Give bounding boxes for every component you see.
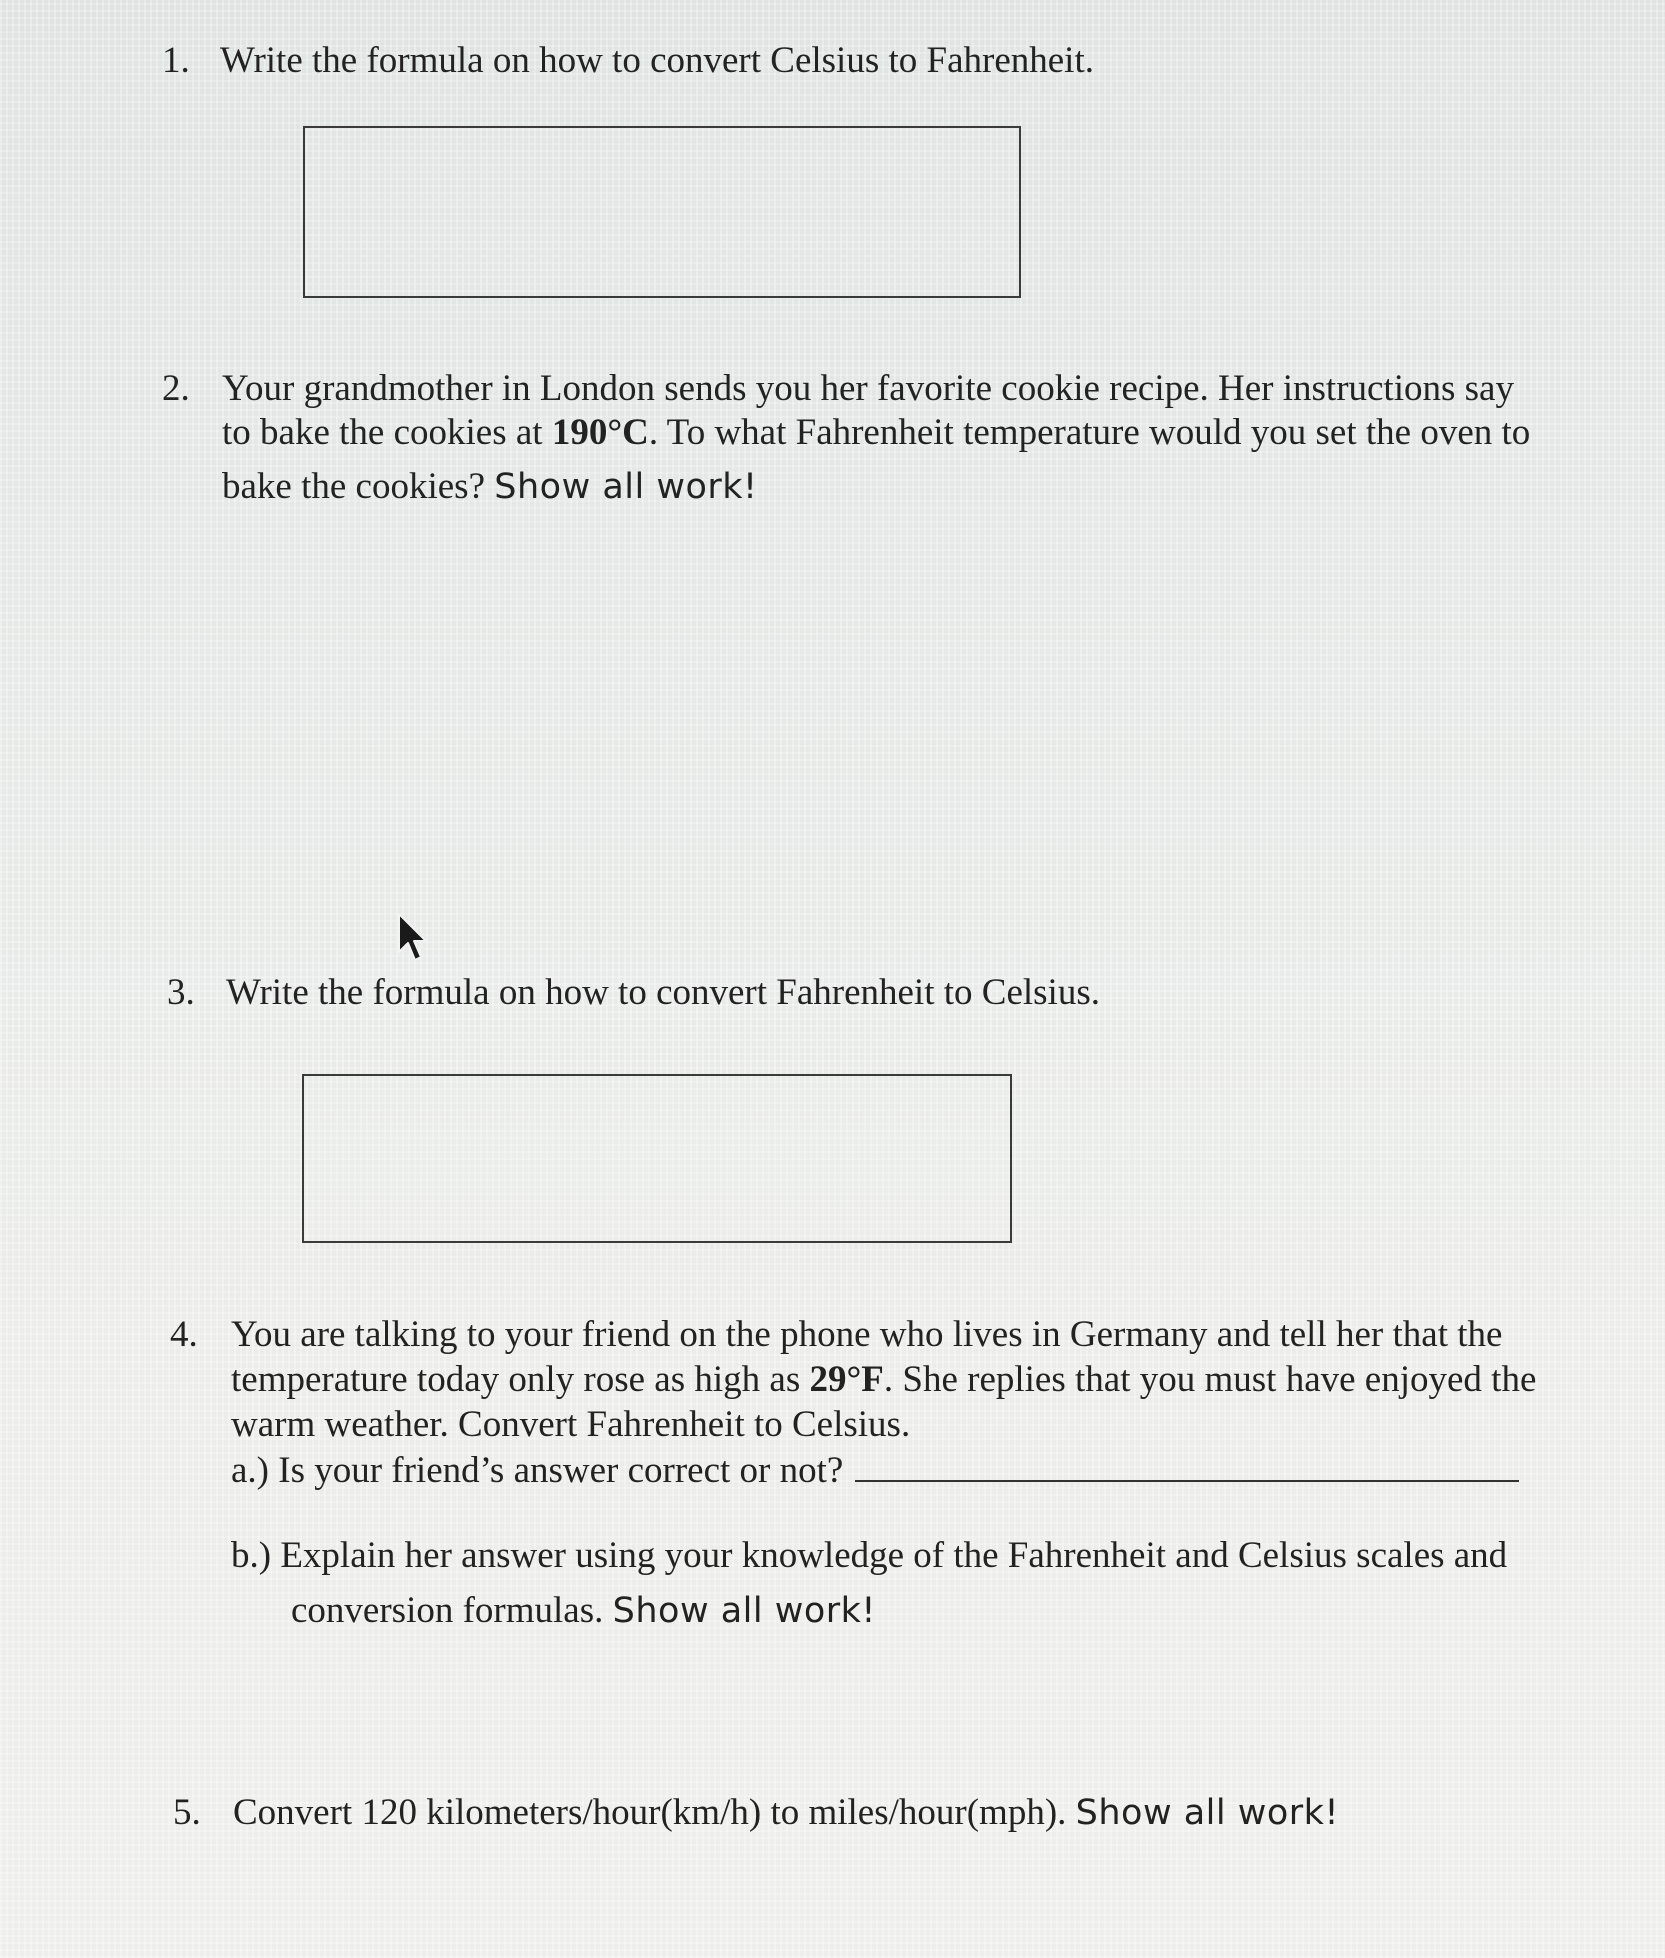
question-4-temperature: 29°F — [809, 1359, 884, 1400]
answer-line-4a[interactable] — [855, 1444, 1519, 1482]
answer-box-3[interactable] — [302, 1074, 1012, 1243]
question-5-show-work: Show all work! — [1075, 1793, 1339, 1833]
answer-box-1[interactable] — [303, 126, 1021, 298]
mouse-pointer-icon — [395, 912, 429, 964]
question-4b-line-2 — [291, 1588, 876, 1634]
question-2-line-2 — [222, 410, 1530, 455]
question-2-show-work: Show all work! — [494, 467, 758, 507]
question-2-number: 2. — [162, 368, 190, 409]
question-4a-text: Is your friend’s answer correct or not? — [278, 1450, 844, 1491]
question-3-number: 3. — [167, 972, 195, 1013]
question-2-line-2-end: . To what Fahrenheit temperature would you set the oven to — [648, 412, 1531, 453]
question-4-line-2-start: temperature today only rose as high as — [231, 1359, 810, 1400]
question-4b-line-1: Explain her answer using your knowledge of the Fahrenheit and Celsius scales and — [280, 1535, 1508, 1576]
question-2-line-2-start: to bake the cookies at — [222, 412, 552, 453]
question-4b-line-2-text: conversion formulas. — [291, 1590, 613, 1631]
question-2-temperature: 190°C — [551, 412, 649, 453]
question-4-show-work: Show all work! — [612, 1591, 876, 1631]
question-5-text: Convert 120 kilometers/hour(km/h) to miles/hour(mph). — [233, 1792, 1076, 1833]
question-3-text: Write the formula on how to convert Fahrenheit to Celsius. — [226, 972, 1100, 1013]
question-4-line-2 — [231, 1357, 1536, 1402]
question-5-number: 5. — [173, 1792, 201, 1833]
question-2-line-3 — [222, 464, 758, 510]
question-2-line-3-text: bake the cookies? — [222, 466, 495, 507]
question-4a-label: a.) — [231, 1450, 269, 1491]
question-1-text: Write the formula on how to convert Celsius to Fahrenheit. — [220, 40, 1094, 81]
question-1-number: 1. — [162, 40, 190, 81]
question-4b-label: b.) — [231, 1535, 272, 1576]
question-4-number: 4. — [170, 1314, 198, 1355]
question-4-line-3: warm weather. Convert Fahrenheit to Celsius. — [231, 1404, 911, 1445]
question-4-line-2-end: . She replies that you must have enjoyed the — [883, 1359, 1537, 1400]
question-4a — [231, 1444, 1519, 1493]
question-2-line-1: Your grandmother in London sends you her favorite cookie recipe. Her instructions say — [222, 368, 1514, 409]
question-5-line — [233, 1790, 1339, 1836]
question-4b — [231, 1533, 1507, 1578]
question-4-line-1: You are talking to your friend on the phone who lives in Germany and tell her that the — [231, 1314, 1503, 1355]
